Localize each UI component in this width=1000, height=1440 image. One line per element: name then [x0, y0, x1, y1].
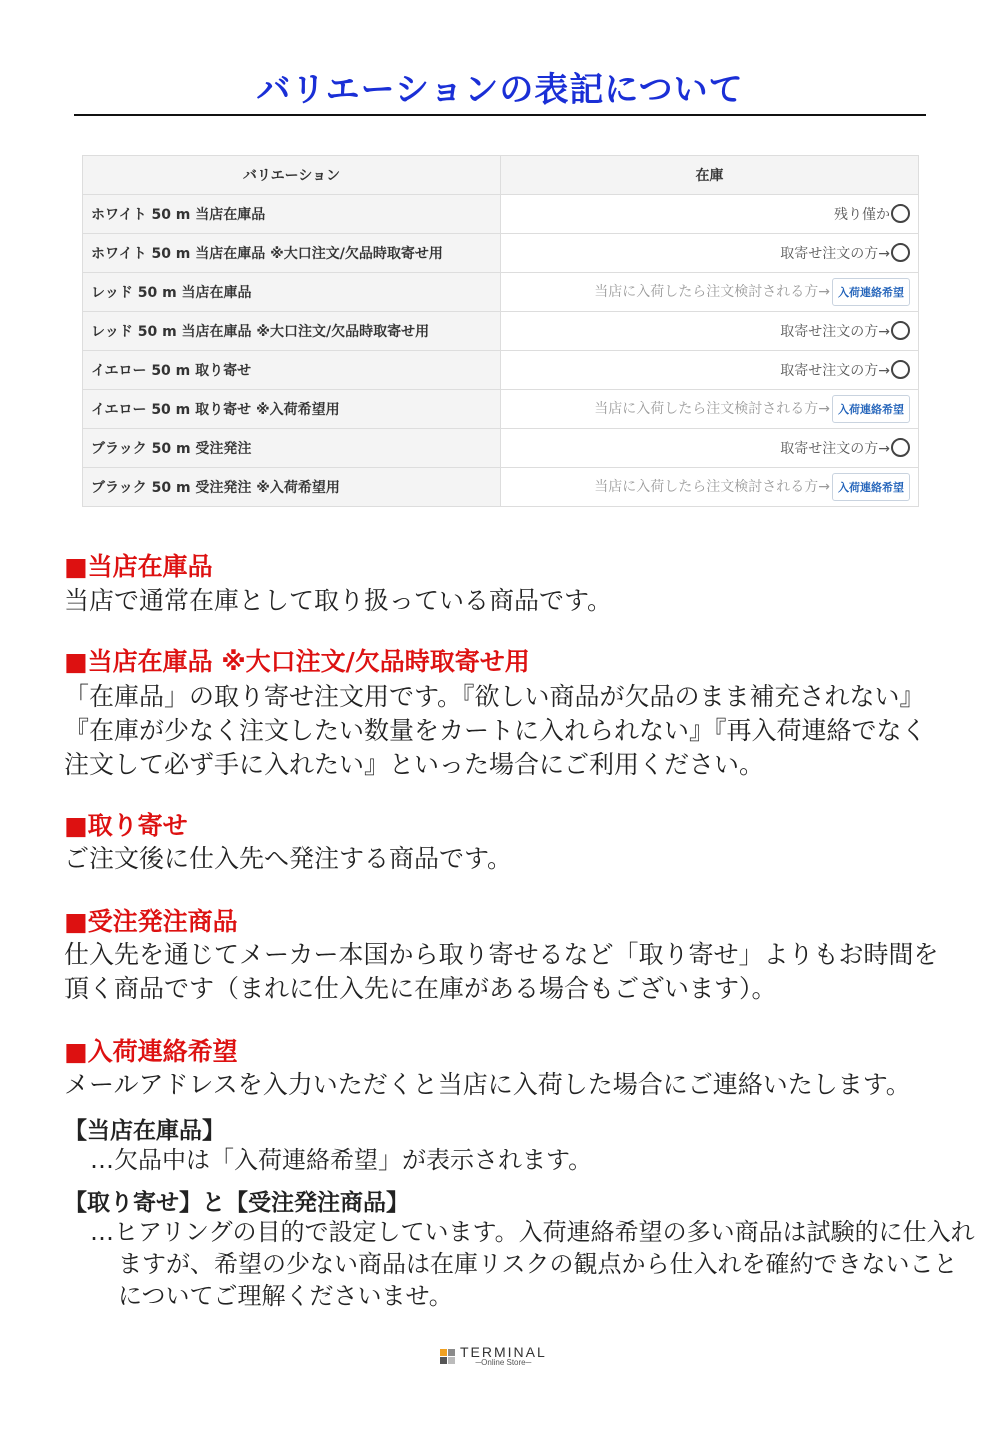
notify-button[interactable]: 入荷連絡希望 [832, 395, 910, 423]
table-row [83, 273, 919, 312]
note-heading-in-stock: 【当店在庫品】 [64, 1118, 225, 1144]
section-body-in-stock: 当店で通常在庫として取り扱っている商品です。 [64, 586, 613, 615]
table-row [83, 351, 919, 390]
section-heading-order-in: ■取り寄せ [64, 811, 188, 840]
stock-text: 取寄せ注文の方→ [780, 362, 890, 379]
radio-icon[interactable] [891, 438, 910, 457]
table-row [83, 468, 919, 507]
stock-cell [501, 429, 919, 468]
variation-name: ホワイト 50 m 当店在庫品 [83, 195, 501, 234]
stock-text: 残り僅か [834, 206, 890, 223]
stock-text: 取寄せ注文の方→ [780, 323, 890, 340]
header-variation: バリエーション [83, 156, 501, 195]
page-title: バリエーションの表記について [256, 70, 744, 110]
section-body-restock-notice: メールアドレスを入力いただくと当店に入荷した場合にご連絡いたします。 [64, 1070, 911, 1099]
stock-cell [501, 312, 919, 351]
logo-mark-icon [440, 1349, 455, 1364]
notify-button[interactable]: 入荷連絡希望 [832, 278, 910, 306]
variation-name: ホワイト 50 m 当店在庫品 ※大口注文/欠品時取寄せ用 [83, 234, 501, 273]
radio-icon[interactable] [891, 243, 910, 262]
table-row [83, 429, 919, 468]
logo-text [460, 1345, 547, 1367]
stock-text: 当店に入荷したら注文検討される方→ [594, 401, 830, 417]
notify-button[interactable]: 入荷連絡希望 [832, 473, 910, 501]
radio-icon[interactable] [891, 204, 910, 223]
terminal-logo [440, 1344, 547, 1368]
stock-cell [501, 390, 919, 429]
table-row [83, 234, 919, 273]
section-body-bulk-order: 「在庫品」の取り寄せ注文用です。『欲しい商品が欠品のまま補充されない』『在庫が少なく注文したい数量をカートに入れられない』『再入荷連絡でなく注文して必ず手に入れたい』といった場合にご利用ください。 [64, 682, 927, 779]
note-heading-order-types: 【取り寄せ】と【受注発注商品】 [64, 1190, 409, 1216]
note-body-in-stock: …欠品中は「入荷連絡希望」が表示されます。 [90, 1146, 593, 1174]
table-row [83, 390, 919, 429]
title-divider [74, 114, 926, 116]
variation-name: イエロー 50 m 取り寄せ [83, 351, 501, 390]
logo-subtitle: ─Online Store─ [475, 1358, 532, 1367]
variation-name: ブラック 50 m 受注発注 ※入荷希望用 [83, 468, 501, 507]
note-body-order-types: …ヒアリングの目的で設定しています。入荷連絡希望の多い商品は試験的に仕入れますが、希望の少ない商品は在庫リスクの観点から仕入れを確約できないことについてご理解くださいませ。 [90, 1218, 975, 1310]
radio-icon[interactable] [891, 360, 910, 379]
table-header-row [83, 156, 919, 195]
section-body-made-to-order: 仕入先を通じてメーカー本国から取り寄せるなど「取り寄せ」よりもお時間を頂く商品です（まれに仕入先に在庫がある場合もございます）。 [64, 940, 939, 1003]
table-row [83, 195, 919, 234]
variation-name: ブラック 50 m 受注発注 [83, 429, 501, 468]
stock-cell [501, 273, 919, 312]
header-stock: 在庫 [501, 156, 919, 195]
section-heading-in-stock: ■当店在庫品 [64, 552, 213, 581]
variation-table [82, 155, 919, 507]
variation-name: イエロー 50 m 取り寄せ ※入荷希望用 [83, 390, 501, 429]
logo-name: TERMINAL [460, 1344, 547, 1360]
section-heading-restock-notice: ■入荷連絡希望 [64, 1037, 238, 1066]
radio-icon[interactable] [891, 321, 910, 340]
section-heading-made-to-order: ■受注発注商品 [64, 907, 238, 936]
stock-text: 取寄せ注文の方→ [780, 245, 890, 262]
stock-text: 当店に入荷したら注文検討される方→ [594, 479, 830, 495]
stock-cell [501, 351, 919, 390]
stock-text: 取寄せ注文の方→ [780, 440, 890, 457]
variation-name: レッド 50 m 当店在庫品 [83, 273, 501, 312]
table-row [83, 312, 919, 351]
stock-cell [501, 234, 919, 273]
section-heading-bulk-order: ■当店在庫品 ※大口注文/欠品時取寄せ用 [64, 647, 530, 676]
stock-text: 当店に入荷したら注文検討される方→ [594, 284, 830, 300]
stock-cell [501, 468, 919, 507]
stock-cell [501, 195, 919, 234]
variation-name: レッド 50 m 当店在庫品 ※大口注文/欠品時取寄せ用 [83, 312, 501, 351]
section-body-order-in: ご注文後に仕入先へ発注する商品です。 [64, 844, 513, 873]
